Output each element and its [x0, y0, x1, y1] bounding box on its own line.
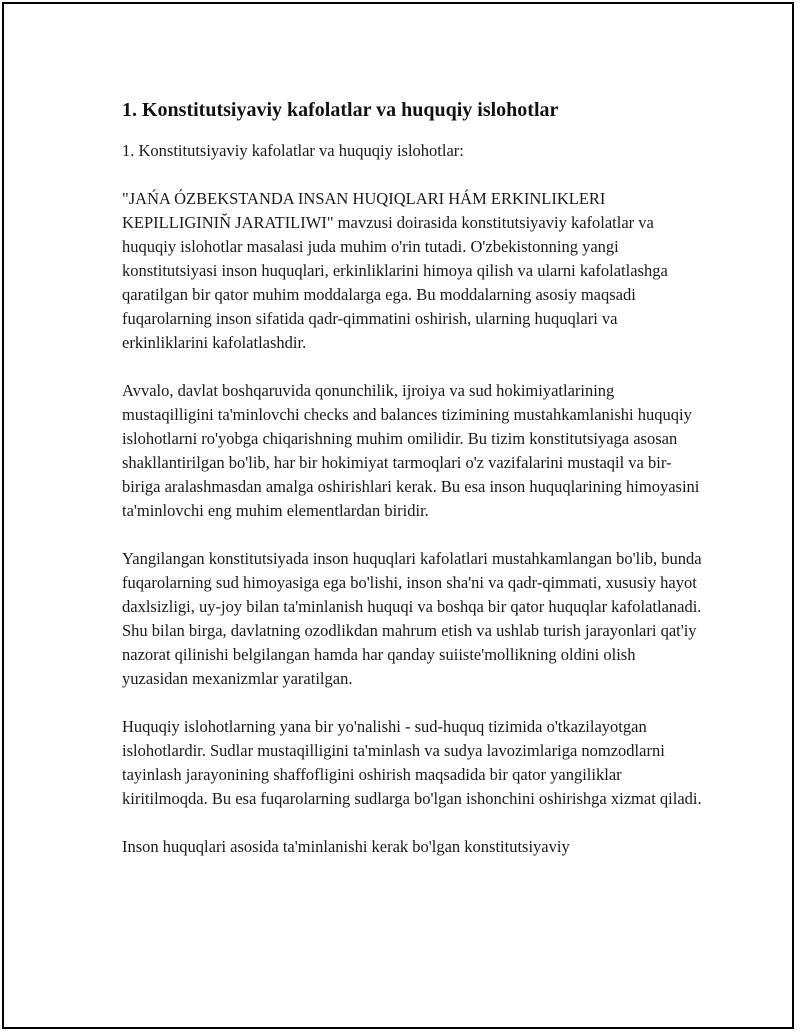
section-subtitle: 1. Konstitutsiyaviy kafolatlar va huquqiy islohotlar:: [122, 141, 464, 160]
page-title: 1. Konstitutsiyaviy kafolatlar va huquqiy islohotlar: [122, 99, 559, 121]
document-body: [122, 97, 702, 883]
paragraph-continuation: Inson huquqlari asosida ta'minlanishi kerak bo'lgan konstitutsiyaviy: [122, 837, 570, 856]
paragraph-intro: "JAŃA ÓZBEKSTANDA INSAN HUQIQLARI HÁM ERKINLIKLERI KEPILLIGININ̆ JARATILIWI" mavzusi doirasida konstitutsiyaviy kafolatlar va huquqiy islohotlar masalasi juda muhim o'rin tutadi. O'zbekistonning yangi konstitutsiyasi inson huquqlari, erkinliklarini himoya qilish va ularni kafolatlashga qaratilgan bir qator muhim moddalarga ega. Bu moddalarning asosiy maqsadi fuqarolarning inson sifatida qadr-qimmatini oshirish, ularning huquqlari va erkinliklarini kafolatlashdir.: [122, 189, 668, 352]
page-frame: [2, 2, 794, 1029]
paragraph-checks-balances: Avvalo, davlat boshqaruvida qonunchilik, ijroiya va sud hokimiyatlarining mustaqilligini ta'minlovchi checks and balances tizimining mustahkamlanishi huquqiy islohotlarni ro'yobga chiqarishning muhim omilidir. Bu tizim konstitutsiyaga asosan shakllantirilgan bo'lib, har bir hokimiyat tarmoqlari o'z vazifalarini mustaqil va bir-biriga aralashmasdan amalga oshirishlari kerak. Bu esa inson huquqlarining himoyasini ta'minlovchi eng muhim elementlardan biridir.: [122, 381, 700, 520]
paragraph-judicial-reform: Huquqiy islohotlarning yana bir yo'nalishi - sud-huquq tizimida o'tkazilayotgan islohotlardir. Sudlar mustaqilligini ta'minlash va sudya lavozimlariga nomzodlarni tayinlash jarayonining shaffofligini oshirish maqsadida bir qator yangiliklar kiritilmoqda. Bu esa fuqarolarning sudlarga bo'lgan ishonchini oshirishga xizmat qiladi.: [122, 717, 702, 808]
paragraph-rights-guarantees: Yangilangan konstitutsiyada inson huquqlari kafolatlari mustahkamlangan bo'lib, bunda fuqarolarning sud himoyasiga ega bo'lishi, inson sha'ni va qadr-qimmati, xususiy hayot daxlsizligi, uy-joy bilan ta'minlanish huquqi va boshqa bir qator huquqlar kafolatlanadi. Shu bilan birga, davlatning ozodlikdan mahrum etish va ushlab turish jarayonlari qat'iy nazorat qilinishi belgilangan hamda har qanday suiiste'mollikning oldini olish yuzasidan mexanizmlar yaratilgan.: [122, 549, 702, 688]
